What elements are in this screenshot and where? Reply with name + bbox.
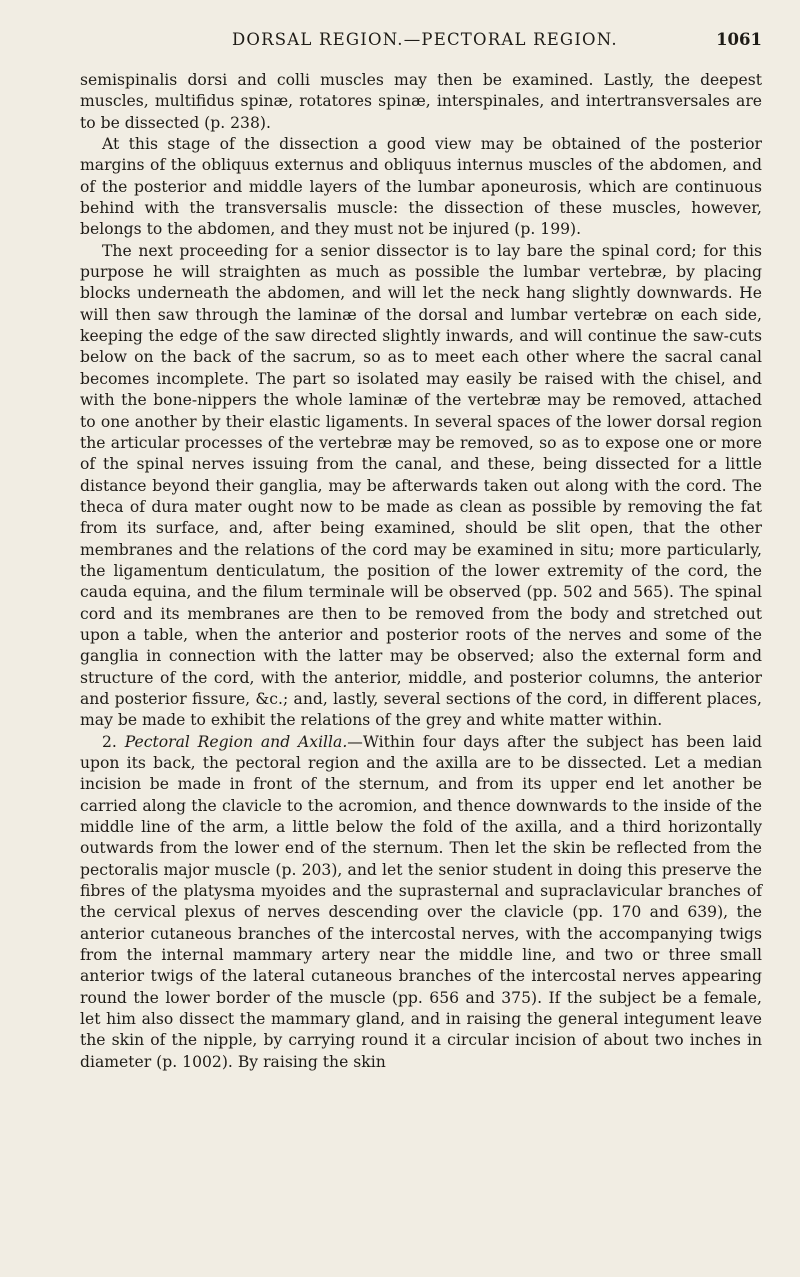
paragraph-continued: semispinalis dorsi and colli muscles may then be examined. Lastly, the deepest muscles, multifidus spinæ, rotatores spinæ, interspinales, and intertransversales are to be dissected (p. 238).: [80, 71, 762, 132]
page-number: 1061: [716, 30, 762, 49]
paragraph: The next proceeding for a senior dissector is to lay bare the spinal cord; for this purpose he will straighten as much as possible the lumbar vertebræ, by placing blocks underneath the abdomen, and will let the neck hang slightly downwards. He will then saw through the laminæ of the dorsal and lumbar vertebræ on each side, keeping the edge of the saw directed slightly inwards, and will continue the saw-cuts below on the back of the sacrum, so as to meet each other where the sacral canal becomes incomplete. The part so isolated may easily be raised with the chisel, and with the bone-nippers the whole laminæ of the vertebræ may be removed, attached to one another by their elastic ligaments. In several spaces of the lower dorsal region the articular processes of the vertebræ may be removed, so as to expose one or more of the spinal nerves issuing from the canal, and these, being dissected for a little distance beyond their ganglia, may be afterwards taken out along with the cord. The theca of dura mater ought now to be made as clean as possible by removing the fat from its surface, and, after being examined, should be slit open, that the other membranes and the relations of the cord may be examined in situ; more particularly, the ligamentum denticulatum, the position of the lower extremity of the cord, the cauda equina, and the filum terminale will be observed (pp. 502 and 565). The spinal cord and its membranes are then to be removed from the body and stretched out upon a table, when the anterior and posterior roots of the nerves and some of the ganglia in connection with the latter may be observed; also the external form and structure of the cord, with the anterior, middle, and posterior columns, the anterior and posterior fissure, &c.; and, lastly, several sections of the cord, in different places, may be made to exhibit the relations of the grey and white matter within.: [80, 241, 762, 730]
running-title: DORSAL REGION.—PECTORAL REGION.: [232, 30, 618, 49]
paragraph: At this stage of the dissection a good view may be obtained of the posterior margins of the obliquus externus and obliquus internus muscles of the abdomen, and of the posterior and middle layers of the lumbar aponeurosis, which are continuous behind with the transversalis muscle: the dissection of these muscles, however, belongs to the abdomen, and they must not be injured (p. 199).: [80, 135, 762, 239]
section-text: —Within four days after the subject has been laid upon its back, the pectoral region and the axilla are to be dissected. Let a median incision be made in front of the sternum, and from its upper end let another be carried along the clavicle to the acromion, and thence downwards to the inside of the middle line of the arm, a little below the fold of the axilla, and a third horizontally outwards from the lower end of the sternum. Then let the skin be reflected from the pectoralis major muscle (p. 203), and let the senior student in doing this preserve the fibres of the platysma myoides and the suprasternal and supraclavicular branches of the cervical plexus of nerves descending over the clavicle (pp. 170 and 639), the anterior cutaneous branches of the intercostal nerves, with the accompanying twigs from the internal mammary artery near the middle line, and two or three small anterior twigs of the lateral cutaneous branches of the intercostal nerves appearing round the lower border of the muscle (pp. 656 and 375). If the subject be a female, let him also dissect the mammary gland, and in raising the general integument leave the skin of the nipple, by carrying round it a circular incision of about two inches in diameter (p. 1002). By raising the skin: [80, 732, 762, 1071]
running-head: [80, 30, 762, 56]
section-paragraph: [80, 732, 762, 1074]
section-number: 2.: [102, 732, 117, 751]
body-text: [80, 70, 762, 1073]
section-heading: Pectoral Region and Axilla.: [124, 732, 348, 751]
